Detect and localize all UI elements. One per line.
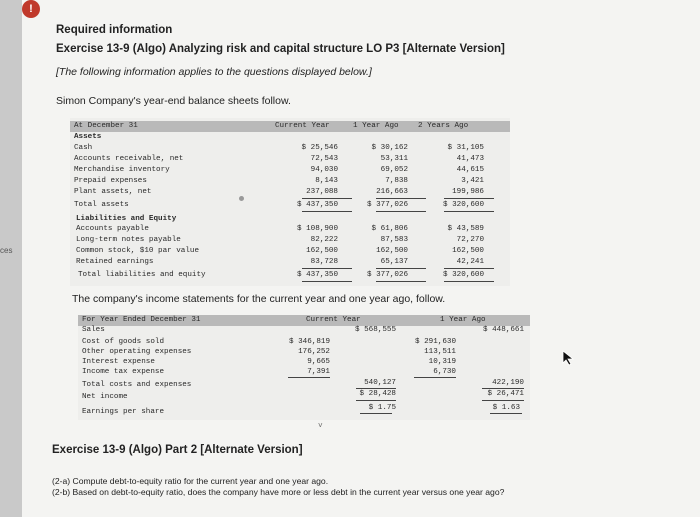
row-cur: 82,222 bbox=[310, 236, 338, 244]
subtotal-rule bbox=[444, 268, 494, 269]
assets-heading: Assets bbox=[74, 133, 102, 141]
expense-label: Cost of goods sold bbox=[82, 338, 165, 346]
row-cur: 237,088 bbox=[306, 188, 338, 196]
expense-cur: 9,665 bbox=[307, 358, 330, 366]
eps-rule bbox=[360, 413, 392, 414]
total-costs-label: Total costs and expenses bbox=[82, 381, 192, 389]
eps-rule bbox=[490, 413, 522, 414]
total-costs-cur: 540,127 bbox=[364, 379, 396, 387]
sales-cur: $ 568,555 bbox=[354, 326, 396, 334]
expense-y1: 10,319 bbox=[428, 358, 456, 366]
total-rule bbox=[376, 281, 426, 282]
row-y1: 87,583 bbox=[380, 236, 408, 244]
row-cur: 8,143 bbox=[315, 177, 338, 185]
row-y2: 41,473 bbox=[456, 155, 484, 163]
row-y2: 199,986 bbox=[452, 188, 484, 196]
row-y2: 3,421 bbox=[461, 177, 484, 185]
question-page bbox=[22, 0, 700, 517]
bs-col-1yr: 1 Year Ago bbox=[353, 122, 399, 130]
is-col-1yr: 1 Year Ago bbox=[440, 316, 486, 324]
row-cur: 162,500 bbox=[306, 247, 338, 255]
row-label: Prepaid expenses bbox=[74, 177, 147, 185]
row-label: Long-term notes payable bbox=[76, 236, 181, 244]
row-y2: 44,615 bbox=[456, 166, 484, 174]
row-cur: $ 108,900 bbox=[296, 225, 338, 233]
row-label: Merchandise inventory bbox=[74, 166, 170, 174]
total-assets-cur: $ 437,350 bbox=[296, 201, 338, 209]
expense-y1: 113,511 bbox=[424, 348, 456, 356]
subtotal-rule bbox=[376, 268, 426, 269]
expense-y1: $ 291,630 bbox=[414, 338, 456, 346]
bs-col-2yr: 2 Years Ago bbox=[418, 122, 469, 130]
row-y2: 42,241 bbox=[456, 258, 484, 266]
row-label: Cash bbox=[74, 144, 93, 152]
row-cur: $ 25,546 bbox=[301, 144, 338, 152]
income-statement-table bbox=[78, 315, 530, 420]
row-cur: 72,543 bbox=[310, 155, 338, 163]
eps-cur: $ 1.75 bbox=[368, 404, 396, 412]
alert-badge-icon: ! bbox=[22, 0, 40, 18]
question-2a: (2-a) Compute debt-to-equity ratio for the current year and one year ago. bbox=[52, 476, 329, 486]
chevron-down-icon: ˅ bbox=[318, 421, 323, 430]
net-income-label: Net income bbox=[82, 393, 128, 401]
row-cur: 83,728 bbox=[310, 258, 338, 266]
bs-col-label: At December 31 bbox=[74, 122, 138, 130]
subtotal-rule bbox=[288, 377, 330, 378]
total-rule bbox=[376, 211, 426, 212]
total-liab-y2: $ 320,600 bbox=[442, 271, 484, 279]
eps-label: Earnings per share bbox=[82, 408, 165, 416]
row-label: Accounts receivable, net bbox=[74, 155, 184, 163]
row-y2: $ 43,589 bbox=[447, 225, 484, 233]
row-y1: 65,137 bbox=[380, 258, 408, 266]
total-rule bbox=[302, 211, 352, 212]
total-rule bbox=[444, 211, 494, 212]
row-label: Common stock, $10 par value bbox=[76, 247, 200, 255]
intro-text: Simon Company's year-end balance sheets follow. bbox=[56, 95, 291, 107]
row-y2: 162,500 bbox=[452, 247, 484, 255]
row-cur: 94,030 bbox=[310, 166, 338, 174]
side-label: ces bbox=[0, 246, 13, 255]
liabilities-heading: Liabilities and Equity bbox=[76, 215, 177, 223]
mouse-pointer-icon bbox=[562, 350, 576, 366]
total-assets-y1: $ 377,026 bbox=[366, 201, 408, 209]
subtotal-rule bbox=[302, 198, 352, 199]
total-assets-y2: $ 320,600 bbox=[442, 201, 484, 209]
expense-y1: 6,730 bbox=[433, 368, 456, 376]
sales-y1: $ 448,661 bbox=[482, 326, 524, 334]
row-y1: 216,663 bbox=[376, 188, 408, 196]
row-label: Accounts payable bbox=[76, 225, 149, 233]
row-y1: 69,052 bbox=[380, 166, 408, 174]
instruction-note: [The following information applies to the questions displayed below.] bbox=[56, 66, 372, 78]
balance-sheet-table bbox=[70, 118, 510, 286]
subtotal-rule bbox=[482, 388, 524, 389]
total-assets-label: Total assets bbox=[74, 201, 129, 209]
income-intro-text: The company's income statements for the current year and one year ago, follow. bbox=[72, 293, 446, 305]
subtotal-rule bbox=[444, 198, 494, 199]
expense-cur: $ 346,819 bbox=[288, 338, 330, 346]
row-y1: 7,838 bbox=[385, 177, 408, 185]
total-costs-y1: 422,190 bbox=[492, 379, 524, 387]
net-income-y1: $ 26,471 bbox=[487, 390, 524, 398]
row-y2: 72,270 bbox=[456, 236, 484, 244]
subtotal-rule bbox=[376, 198, 426, 199]
total-rule bbox=[356, 400, 396, 401]
expense-cur: 176,252 bbox=[298, 348, 330, 356]
total-liab-cur: $ 437,350 bbox=[296, 271, 338, 279]
row-y1: $ 30,162 bbox=[371, 144, 408, 152]
row-y2: $ 31,105 bbox=[447, 144, 484, 152]
small-dot-icon bbox=[239, 196, 244, 201]
bs-col-current: Current Year bbox=[275, 122, 330, 130]
row-y1: 162,500 bbox=[376, 247, 408, 255]
expense-cur: 7,391 bbox=[307, 368, 330, 376]
total-rule bbox=[444, 281, 494, 282]
row-label: Plant assets, net bbox=[74, 188, 152, 196]
eps-y1: $ 1.63 bbox=[492, 404, 520, 412]
row-y1: 53,311 bbox=[380, 155, 408, 163]
subtotal-rule bbox=[356, 388, 396, 389]
expense-label: Income tax expense bbox=[82, 368, 165, 376]
row-label: Retained earnings bbox=[76, 258, 154, 266]
subtotal-rule bbox=[414, 377, 456, 378]
question-2b: (2-b) Based on debt-to-equity ratio, does the company have more or less debt in the current year versus one year ago? bbox=[52, 487, 505, 497]
required-info-heading: Required information bbox=[56, 24, 173, 36]
total-liab-y1: $ 377,026 bbox=[366, 271, 408, 279]
net-income-cur: $ 28,428 bbox=[359, 390, 396, 398]
sales-label: Sales bbox=[82, 326, 105, 334]
total-rule bbox=[302, 281, 352, 282]
part-title: Exercise 13-9 (Algo) Part 2 [Alternate Version] bbox=[52, 444, 303, 456]
row-y1: $ 61,806 bbox=[371, 225, 408, 233]
is-col-label: For Year Ended December 31 bbox=[82, 316, 201, 324]
subtotal-rule bbox=[302, 268, 352, 269]
total-rule bbox=[482, 400, 524, 401]
expense-label: Interest expense bbox=[82, 358, 155, 366]
is-col-current: Current Year bbox=[306, 316, 361, 324]
expense-label: Other operating expenses bbox=[82, 348, 192, 356]
total-liab-label: Total liabilities and equity bbox=[78, 271, 206, 279]
exercise-title: Exercise 13-9 (Algo) Analyzing risk and capital structure LO P3 [Alternate Version] bbox=[56, 43, 505, 55]
